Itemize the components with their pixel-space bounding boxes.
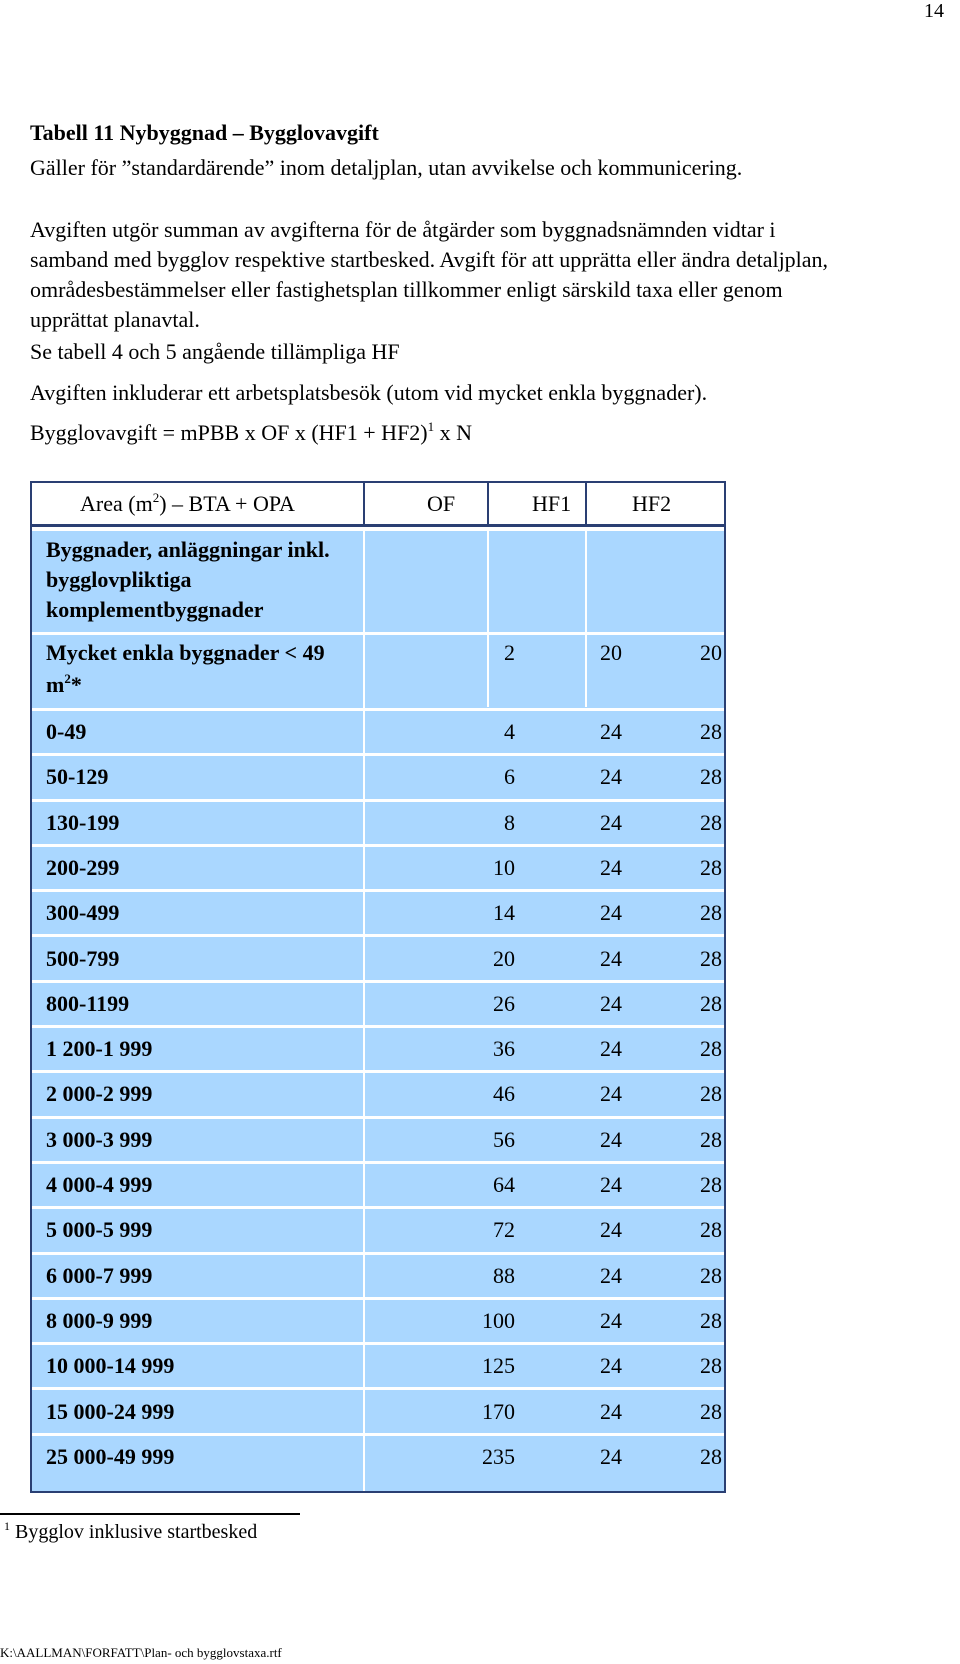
table-row [32, 983, 724, 1028]
cell-area: 300-499 [46, 900, 120, 926]
paragraph-line: upprättat planavtal. [30, 307, 200, 332]
header-area-suffix: ) – BTA + OPA [159, 491, 295, 516]
cell-of: 8 [504, 809, 515, 835]
cell-hf2: 28 [700, 1262, 722, 1288]
cell-hf2: 28 [700, 945, 722, 971]
cell-of: 56 [493, 1126, 515, 1152]
header-area-sup: 2 [152, 490, 160, 505]
formula-suffix: x N [434, 420, 473, 445]
table-row [32, 1300, 724, 1345]
section-title-line: komplementbyggnader [46, 597, 264, 622]
header-divider [487, 483, 489, 527]
cell-hf1: 20 [600, 640, 622, 665]
table-row [32, 1119, 724, 1164]
page-number: 14 [924, 0, 944, 22]
cell-area: 5 000-5 999 [46, 1217, 153, 1243]
cell-hf2: 28 [700, 1353, 722, 1379]
cell-hf1: 24 [600, 1172, 622, 1197]
cell-of: 235 [482, 1443, 515, 1469]
intro-paragraph [30, 215, 950, 335]
cell-hf2: 28 [700, 900, 722, 926]
section-title-line: bygglovpliktiga [46, 567, 192, 592]
table-body [32, 531, 724, 1491]
footnote-marker: 1 [4, 1519, 10, 1533]
cell-hf1: 24 [600, 1443, 622, 1469]
table-subtitle: Gäller för ”standardärende” inom detaljplan, utan avvikelse och kommunicering. [30, 155, 743, 180]
row-label-unit: m [46, 672, 65, 697]
table-row [32, 711, 724, 756]
cell-of: 20 [493, 945, 515, 971]
cell-hf1: 24 [600, 1126, 622, 1152]
table-row [32, 1436, 724, 1481]
table-row [32, 1164, 724, 1209]
table-title: Tabell 11 Nybyggnad – Bygglovavgift [30, 120, 379, 145]
cell-of: 4 [504, 719, 515, 744]
cell-hf2: 20 [700, 640, 722, 665]
table-row [32, 802, 724, 847]
cell-hf2: 28 [700, 1217, 722, 1243]
cell-of: 26 [493, 990, 515, 1016]
table-row [32, 756, 724, 801]
cell-hf1: 24 [600, 764, 622, 790]
cell-of: 72 [493, 1217, 515, 1243]
cell-hf1: 24 [600, 854, 622, 880]
cell-hf1: 24 [600, 809, 622, 835]
cell-area: 15 000-24 999 [46, 1398, 175, 1424]
cell-area: 10 000-14 999 [46, 1353, 175, 1379]
cell-of: 100 [482, 1307, 515, 1333]
table-row [32, 938, 724, 983]
header-hf1: HF1 [532, 491, 572, 516]
footnote-divider [0, 1513, 300, 1515]
header-area [80, 489, 295, 519]
section-title-line: Byggnader, anläggningar inkl. [46, 537, 330, 562]
hf-reference-note: Se tabell 4 och 5 angående tillämpliga HF [30, 339, 400, 364]
cell-area: 4 000-4 999 [46, 1172, 153, 1197]
cell-hf1: 24 [600, 1398, 622, 1424]
cell-hf2: 28 [700, 990, 722, 1016]
cell-area: 500-799 [46, 945, 120, 971]
file-path: K:\AALLMAN\FORFATT\Plan- och bygglovstaxa.rtf [0, 1645, 282, 1660]
table-row [32, 1345, 724, 1390]
paragraph-line: samband med bygglov respektive startbesked. Avgift för att upprätta eller ändra detaljplan, [30, 247, 829, 272]
cell-of: 14 [493, 900, 515, 926]
cell-area: 8 000-9 999 [46, 1307, 153, 1333]
fee-formula [30, 420, 472, 446]
cell-hf2: 28 [700, 1443, 722, 1469]
cell-hf1: 24 [600, 1307, 622, 1333]
cell-area: 50-129 [46, 764, 109, 790]
formula-text: Bygglovavgift = mPBB x OF x (HF1 + HF2) [30, 420, 428, 445]
row-label-asterisk: * [70, 672, 82, 697]
cell-hf2: 28 [700, 764, 722, 790]
cell-area: 0-49 [46, 719, 87, 744]
cell-area: 6 000-7 999 [46, 1262, 153, 1288]
cell-of: 64 [493, 1172, 515, 1197]
row-label [46, 637, 325, 701]
cell-hf2: 28 [700, 1172, 722, 1197]
header-of: OF [427, 491, 456, 516]
cell-area: 2 000-2 999 [46, 1081, 153, 1107]
cell-hf2: 28 [700, 1307, 722, 1333]
cell-of: 88 [493, 1262, 515, 1288]
cell-hf1: 24 [600, 1353, 622, 1379]
cell-of: 10 [493, 854, 515, 880]
table-row [32, 892, 724, 937]
table-row [32, 1028, 724, 1073]
cell-of: 46 [493, 1081, 515, 1107]
cell-area: 200-299 [46, 854, 120, 880]
cell-hf2: 28 [700, 1398, 722, 1424]
cell-hf1: 24 [600, 900, 622, 926]
cell-of: 36 [493, 1036, 515, 1062]
paragraph-line: Avgiften utgör summan av avgifterna för de åtgärder som byggnadsnämnden vidtar i [30, 217, 776, 242]
header-area-prefix: Area (m [80, 491, 153, 516]
table-row [32, 1255, 724, 1300]
table-row [32, 1209, 724, 1254]
cell-hf1: 24 [600, 1081, 622, 1107]
header-hf2: HF2 [632, 491, 672, 516]
cell-hf2: 28 [700, 1081, 722, 1107]
footnote [4, 1521, 257, 1544]
header-divider [585, 483, 587, 527]
row-label-line: Mycket enkla byggnader < 49 [46, 640, 325, 665]
cell-area: 1 200-1 999 [46, 1036, 153, 1062]
cell-hf2: 28 [700, 719, 722, 744]
cell-hf2: 28 [700, 809, 722, 835]
row-label-line [46, 669, 325, 701]
fee-table [30, 481, 726, 1493]
cell-hf1: 24 [600, 719, 622, 744]
cell-hf1: 24 [600, 1036, 622, 1062]
cell-hf1: 24 [600, 945, 622, 971]
cell-hf1: 24 [600, 1262, 622, 1288]
cell-hf1: 24 [600, 1217, 622, 1243]
cell-hf2: 28 [700, 1036, 722, 1062]
paragraph-line: områdesbestämmelser eller fastighetsplan tillkommer enligt särskild taxa eller genom [30, 277, 783, 302]
cell-of: 2 [504, 640, 515, 665]
table-header-row [32, 483, 724, 527]
row-label-sup: 2 [64, 671, 71, 686]
cell-of: 170 [482, 1398, 515, 1424]
table-row [32, 1073, 724, 1118]
section-title-row [32, 531, 724, 635]
cell-of: 125 [482, 1353, 515, 1379]
cell-of: 6 [504, 764, 515, 790]
column-divider [585, 531, 587, 707]
cell-hf2: 28 [700, 854, 722, 880]
cell-area: 130-199 [46, 809, 120, 835]
cell-hf2: 28 [700, 1126, 722, 1152]
section-title [46, 535, 330, 625]
cell-area: 800-1199 [46, 990, 130, 1016]
table-row [32, 847, 724, 892]
header-divider [363, 483, 365, 527]
column-divider [487, 531, 489, 707]
cell-hf1: 24 [600, 990, 622, 1016]
footnote-text: Bygglov inklusive startbesked [15, 1521, 258, 1543]
cell-area: 3 000-3 999 [46, 1126, 153, 1152]
table-row [32, 1391, 724, 1436]
column-divider [363, 531, 365, 1491]
table-row-simple-buildings [32, 635, 724, 711]
cell-area: 25 000-49 999 [46, 1443, 175, 1469]
site-visit-note: Avgiften inkluderar ett arbetsplatsbesök (utom vid mycket enkla byggnader). [30, 380, 708, 405]
formula-footnote-marker: 1 [427, 419, 435, 434]
